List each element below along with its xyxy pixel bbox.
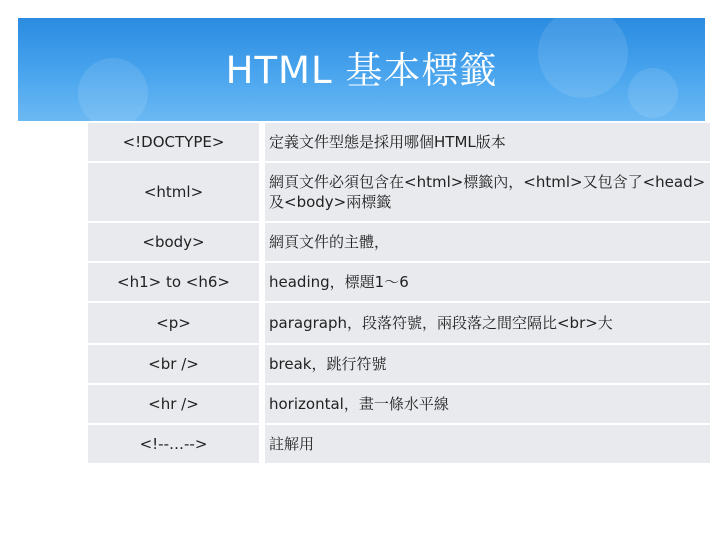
table-row	[88, 345, 710, 383]
tag-cell: <p>	[88, 303, 265, 343]
description-cell: 網頁文件的主體，	[265, 223, 710, 261]
description-cell: 網頁文件必須包含在<html>標籤內，<html>又包含了<head>及<body>兩標籤	[265, 163, 710, 221]
tag-cell: <!DOCTYPE>	[88, 123, 265, 161]
description-cell: 註解用	[265, 425, 710, 463]
table-row	[88, 123, 710, 161]
tag-cell: <br />	[88, 345, 265, 383]
description-cell: break，跳行符號	[265, 345, 710, 383]
table-row	[88, 425, 710, 463]
table-row	[88, 263, 710, 301]
tag-cell: <body>	[88, 223, 265, 261]
description-cell: heading，標題1～6	[265, 263, 710, 301]
tag-cell: <html>	[88, 163, 265, 221]
table-row	[88, 385, 710, 423]
description-cell: paragraph，段落符號，兩段落之間空隔比<br>大	[265, 303, 710, 343]
slide-header	[18, 18, 705, 121]
description-cell: 定義文件型態是採用哪個HTML版本	[265, 123, 710, 161]
html-tags-table	[88, 121, 710, 465]
table-row	[88, 223, 710, 261]
tag-cell: <h1> to <h6>	[88, 263, 265, 301]
table-row	[88, 303, 710, 343]
description-cell: horizontal，畫一條水平線	[265, 385, 710, 423]
table-row	[88, 163, 710, 221]
slide-title: HTML 基本標籤	[225, 49, 498, 92]
tag-cell: <!--…-->	[88, 425, 265, 463]
tag-cell: <hr />	[88, 385, 265, 423]
